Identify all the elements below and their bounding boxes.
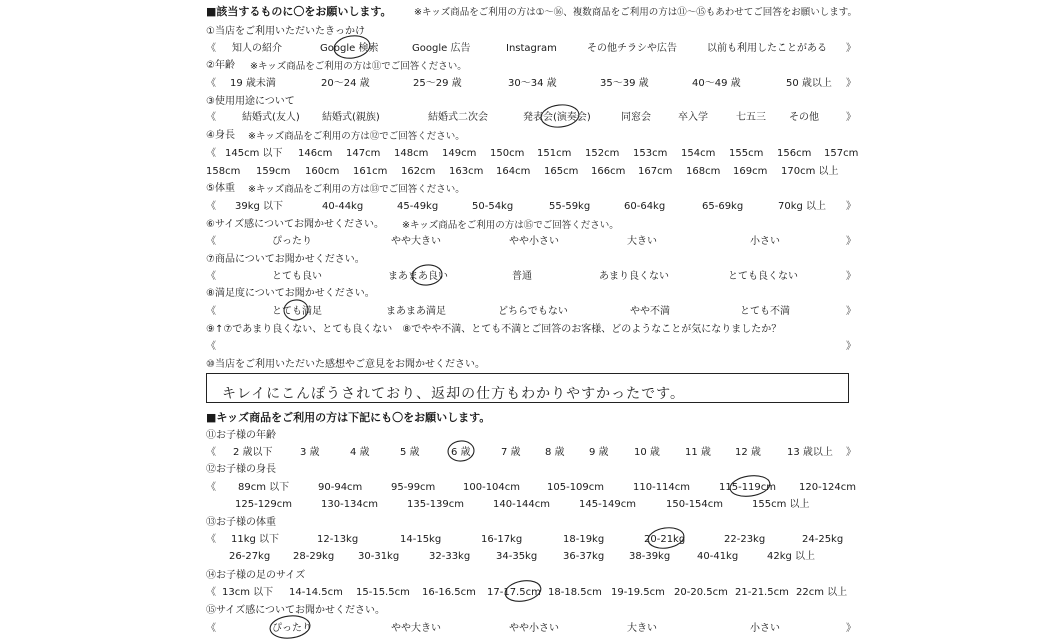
q9-close-bracket: 》	[846, 341, 856, 352]
q13-option[interactable]: 40-41kg	[697, 551, 739, 562]
kids-section-title: ■キッズ商品をご利用の方は下記にも〇をお願いします。	[206, 411, 491, 424]
q1-option[interactable]: Instagram	[506, 43, 557, 54]
q4-note: ※キッズ商品をご利用の方は⑫でご回答ください。	[248, 131, 465, 142]
q11-option[interactable]: 4 歳	[350, 447, 370, 458]
q14-open-bracket: 《	[206, 587, 216, 598]
q11-option[interactable]: 3 歳	[300, 447, 320, 458]
q4-option[interactable]: 152cm	[585, 148, 620, 159]
q8-option[interactable]: とても満足	[272, 306, 322, 317]
q14-option[interactable]: 19-19.5cm	[611, 587, 665, 598]
survey-header-note: ※キッズ商品をご利用の方は①〜⑯、複数商品をご利用の方は⑪〜⑮もあわせてご回答をお願いします。	[414, 7, 858, 18]
q4-option[interactable]: 167cm	[638, 166, 673, 177]
q7-close-bracket: 》	[846, 271, 856, 282]
q8-close-bracket: 》	[846, 306, 856, 317]
q2-option[interactable]: 19 歳未満	[230, 78, 276, 89]
q4-option[interactable]: 148cm	[394, 148, 429, 159]
q14-option[interactable]: 15-15.5cm	[356, 587, 410, 598]
q15-option[interactable]: 大きい	[627, 623, 657, 634]
q6-label: ⑥サイズ感についてお聞かせください。	[206, 219, 384, 230]
q7-option[interactable]: あまり良くない	[599, 271, 669, 282]
q13-option[interactable]: 16-17kg	[481, 534, 523, 545]
q13-option[interactable]: 14-15kg	[400, 534, 442, 545]
q9-open-bracket: 《	[206, 341, 216, 352]
q12-option[interactable]: 145-149cm	[579, 499, 637, 510]
q1-option[interactable]: Google 検索	[320, 43, 379, 54]
q4-option[interactable]: 164cm	[496, 166, 531, 177]
q5-note: ※キッズ商品をご利用の方は⑬でご回答ください。	[248, 184, 465, 195]
q13-open-bracket: 《	[206, 534, 216, 545]
q12-option[interactable]: 95-99cm	[391, 482, 436, 493]
q13-option[interactable]: 36-37kg	[563, 551, 605, 562]
q2-option[interactable]: 35〜39 歳	[600, 78, 649, 89]
q4-option[interactable]: 162cm	[401, 166, 436, 177]
q11-option[interactable]: 12 歳	[735, 447, 761, 458]
q5-option[interactable]: 55-59kg	[549, 201, 591, 212]
q14-option[interactable]: 22cm 以上	[796, 587, 848, 598]
q13-label: ⑬お子様の体重	[206, 517, 276, 528]
q11-open-bracket: 《	[206, 447, 216, 458]
q11-option[interactable]: 2 歳以下	[233, 447, 273, 458]
q1-option[interactable]: 知人の紹介	[232, 43, 282, 54]
q6-close-bracket: 》	[846, 236, 856, 247]
q12-option[interactable]: 140-144cm	[493, 499, 551, 510]
q13-option[interactable]: 42kg 以上	[767, 551, 816, 562]
q4-open-bracket: 《	[206, 148, 216, 159]
q15-open-bracket: 《	[206, 623, 216, 634]
q5-option[interactable]: 40-44kg	[322, 201, 364, 212]
q11-option[interactable]: 7 歳	[501, 447, 521, 458]
q5-option[interactable]: 50-54kg	[472, 201, 514, 212]
q12-option[interactable]: 150-154cm	[666, 499, 724, 510]
q13-option[interactable]: 22-23kg	[724, 534, 766, 545]
q4-option[interactable]: 158cm	[206, 166, 241, 177]
q2-note: ※キッズ商品をご利用の方は⑪でご回答ください。	[250, 61, 467, 72]
q4-option[interactable]: 163cm	[449, 166, 484, 177]
q12-option[interactable]: 90-94cm	[318, 482, 363, 493]
q13-option[interactable]: 38-39kg	[629, 551, 671, 562]
q3-open-bracket: 《	[206, 112, 216, 123]
q13-option[interactable]: 28-29kg	[293, 551, 335, 562]
q4-option[interactable]: 156cm	[777, 148, 812, 159]
q4-option[interactable]: 151cm	[537, 148, 572, 159]
q12-option[interactable]: 130-134cm	[321, 499, 379, 510]
q11-close-bracket: 》	[846, 447, 856, 458]
q1-option[interactable]: その他チラシや広告	[587, 43, 677, 54]
q15-option[interactable]: やや小さい	[509, 623, 559, 634]
q1-option[interactable]: Google 広告	[412, 43, 471, 54]
q4-option[interactable]: 159cm	[256, 166, 291, 177]
q6-option[interactable]: 大きい	[627, 236, 657, 247]
q15-option[interactable]: ぴったり	[272, 623, 312, 634]
q6-open-bracket: 《	[206, 236, 216, 247]
q1-label: ①当店をご利用いただいたきっかけ	[206, 26, 365, 37]
q8-option[interactable]: とても不満	[740, 306, 790, 317]
q13-option[interactable]: 24-25kg	[802, 534, 844, 545]
q3-option[interactable]: 結婚式(友人)	[242, 112, 300, 123]
q3-option[interactable]: 七五三	[736, 112, 766, 123]
q4-option[interactable]: 168cm	[686, 166, 721, 177]
q4-option[interactable]: 157cm	[824, 148, 859, 159]
q13-option[interactable]: 26-27kg	[229, 551, 271, 562]
q1-open-bracket: 《	[206, 43, 216, 54]
q1-close-bracket: 》	[846, 43, 856, 54]
q12-option[interactable]: 125-129cm	[235, 499, 293, 510]
q8-option[interactable]: どちらでもない	[498, 306, 568, 317]
q8-open-bracket: 《	[206, 306, 216, 317]
q14-label: ⑭お子様の足のサイズ	[206, 570, 306, 581]
q14-option[interactable]: 21-21.5cm	[735, 587, 789, 598]
q4-option[interactable]: 165cm	[544, 166, 579, 177]
q2-option[interactable]: 30〜34 歳	[508, 78, 557, 89]
q7-option[interactable]: 普通	[512, 271, 532, 282]
q3-option[interactable]: 結婚式二次会	[428, 112, 488, 123]
q2-option[interactable]: 50 歳以上	[786, 78, 832, 89]
q14-option[interactable]: 16-16.5cm	[422, 587, 476, 598]
q9-label: ⑨↑⑦であまり良くない、とても良くない ⑧でやや不満、とても不満とご回答のお客様、どのようなことが気になりましたか？	[206, 324, 782, 335]
q3-option[interactable]: その他	[789, 112, 819, 123]
q11-option[interactable]: 8 歳	[545, 447, 565, 458]
q4-option[interactable]: 160cm	[305, 166, 340, 177]
q5-option[interactable]: 60-64kg	[624, 201, 666, 212]
q5-option[interactable]: 70kg 以上	[778, 201, 827, 212]
q12-option[interactable]: 89cm 以下	[238, 482, 290, 493]
q3-label: ③使用用途について	[206, 96, 295, 107]
q5-option[interactable]: 65-69kg	[702, 201, 744, 212]
q13-option[interactable]: 32-33kg	[429, 551, 471, 562]
q8-option[interactable]: やや不満	[630, 306, 670, 317]
q11-option[interactable]: 6 歳	[451, 447, 471, 458]
q5-open-bracket: 《	[206, 201, 216, 212]
q3-option[interactable]: 卒入学	[678, 112, 708, 123]
q14-option[interactable]: 20-20.5cm	[674, 587, 728, 598]
q11-option[interactable]: 11 歳	[685, 447, 711, 458]
q5-option[interactable]: 45-49kg	[397, 201, 439, 212]
q10-label: ⑩当店をご利用いただいた感想やご意見をお聞かせください。	[206, 359, 485, 370]
q11-option[interactable]: 9 歳	[589, 447, 609, 458]
q11-label: ⑪お子様の年齢	[206, 430, 276, 441]
q12-option[interactable]: 115-119cm	[719, 482, 777, 493]
q4-option[interactable]: 147cm	[346, 148, 381, 159]
q2-option[interactable]: 20〜24 歳	[321, 78, 370, 89]
q2-label: ②年齢	[206, 60, 235, 71]
q2-option[interactable]: 25〜29 歳	[413, 78, 462, 89]
q4-option[interactable]: 149cm	[442, 148, 477, 159]
q8-option[interactable]: まあまあ満足	[386, 306, 446, 317]
q6-option[interactable]: ぴったり	[272, 236, 312, 247]
q13-option[interactable]: 34-35kg	[496, 551, 538, 562]
q6-note: ※キッズ商品をご利用の方は⑮でご回答ください。	[402, 220, 619, 231]
q12-open-bracket: 《	[206, 482, 216, 493]
q4-option[interactable]: 161cm	[353, 166, 388, 177]
q15-option[interactable]: やや大きい	[391, 623, 441, 634]
q12-option[interactable]: 110-114cm	[633, 482, 691, 493]
q7-option[interactable]: とても良い	[272, 271, 322, 282]
q7-option[interactable]: まあまあ良い	[388, 271, 448, 282]
q7-open-bracket: 《	[206, 271, 216, 282]
q14-option[interactable]: 13cm 以下	[222, 587, 274, 598]
q3-option[interactable]: 結婚式(親族)	[322, 112, 380, 123]
q15-option[interactable]: 小さい	[750, 623, 780, 634]
q13-option[interactable]: 30-31kg	[358, 551, 400, 562]
q4-option[interactable]: 169cm	[733, 166, 768, 177]
q4-label: ④身長	[206, 130, 235, 141]
q6-option[interactable]: やや大きい	[391, 236, 441, 247]
q3-option[interactable]: 発表会(演奏会)	[523, 112, 591, 123]
q1-option[interactable]: 以前も利用したことがある	[707, 43, 827, 54]
q6-option[interactable]: 小さい	[750, 236, 780, 247]
q12-option[interactable]: 100-104cm	[463, 482, 521, 493]
q13-option[interactable]: 18-19kg	[563, 534, 605, 545]
q2-option[interactable]: 40〜49 歳	[692, 78, 741, 89]
q4-option[interactable]: 153cm	[633, 148, 668, 159]
q11-option[interactable]: 5 歳	[400, 447, 420, 458]
q2-open-bracket: 《	[206, 78, 216, 89]
q13-option[interactable]: 11kg 以下	[231, 534, 280, 545]
q12-option[interactable]: 120-124cm	[799, 482, 857, 493]
q4-option[interactable]: 170cm 以上	[781, 166, 839, 177]
q15-close-bracket: 》	[846, 623, 856, 634]
q7-option[interactable]: とても良くない	[728, 271, 798, 282]
handwritten-comment: キレイにこんぽうされており、返却の仕方もわかりやすかったです。	[222, 386, 686, 402]
q6-option[interactable]: やや小さい	[509, 236, 559, 247]
q12-label: ⑫お子様の身長	[206, 464, 276, 475]
q12-option[interactable]: 105-109cm	[547, 482, 605, 493]
q3-close-bracket: 》	[846, 112, 856, 123]
q11-option[interactable]: 10 歳	[634, 447, 660, 458]
q8-label: ⑧満足度についてお聞かせください。	[206, 288, 375, 299]
q4-option[interactable]: 166cm	[591, 166, 626, 177]
q5-option[interactable]: 39kg 以下	[235, 201, 284, 212]
q15-label: ⑮サイズ感についてお聞かせください。	[206, 605, 385, 616]
q4-option[interactable]: 154cm	[681, 148, 716, 159]
q12-option[interactable]: 135-139cm	[407, 499, 465, 510]
q5-close-bracket: 》	[846, 201, 856, 212]
q4-option[interactable]: 150cm	[490, 148, 525, 159]
q13-option[interactable]: 20-21kg	[644, 534, 686, 545]
q5-label: ⑤体重	[206, 183, 235, 194]
q13-option[interactable]: 12-13kg	[317, 534, 359, 545]
q7-label: ⑦商品についてお聞かせください。	[206, 254, 365, 265]
q4-option[interactable]: 155cm	[729, 148, 764, 159]
q4-option[interactable]: 146cm	[298, 148, 333, 159]
q3-option[interactable]: 同窓会	[621, 112, 651, 123]
q14-option[interactable]: 17-17.5cm	[487, 587, 541, 598]
q2-close-bracket: 》	[846, 78, 856, 89]
q11-option[interactable]: 13 歳以上	[787, 447, 833, 458]
q14-option[interactable]: 14-14.5cm	[289, 587, 343, 598]
q14-option[interactable]: 18-18.5cm	[548, 587, 602, 598]
q12-option[interactable]: 155cm 以上	[752, 499, 810, 510]
survey-header-title: ■該当するものに〇をお願いします。	[206, 5, 392, 18]
q4-option[interactable]: 145cm 以下	[225, 148, 283, 159]
